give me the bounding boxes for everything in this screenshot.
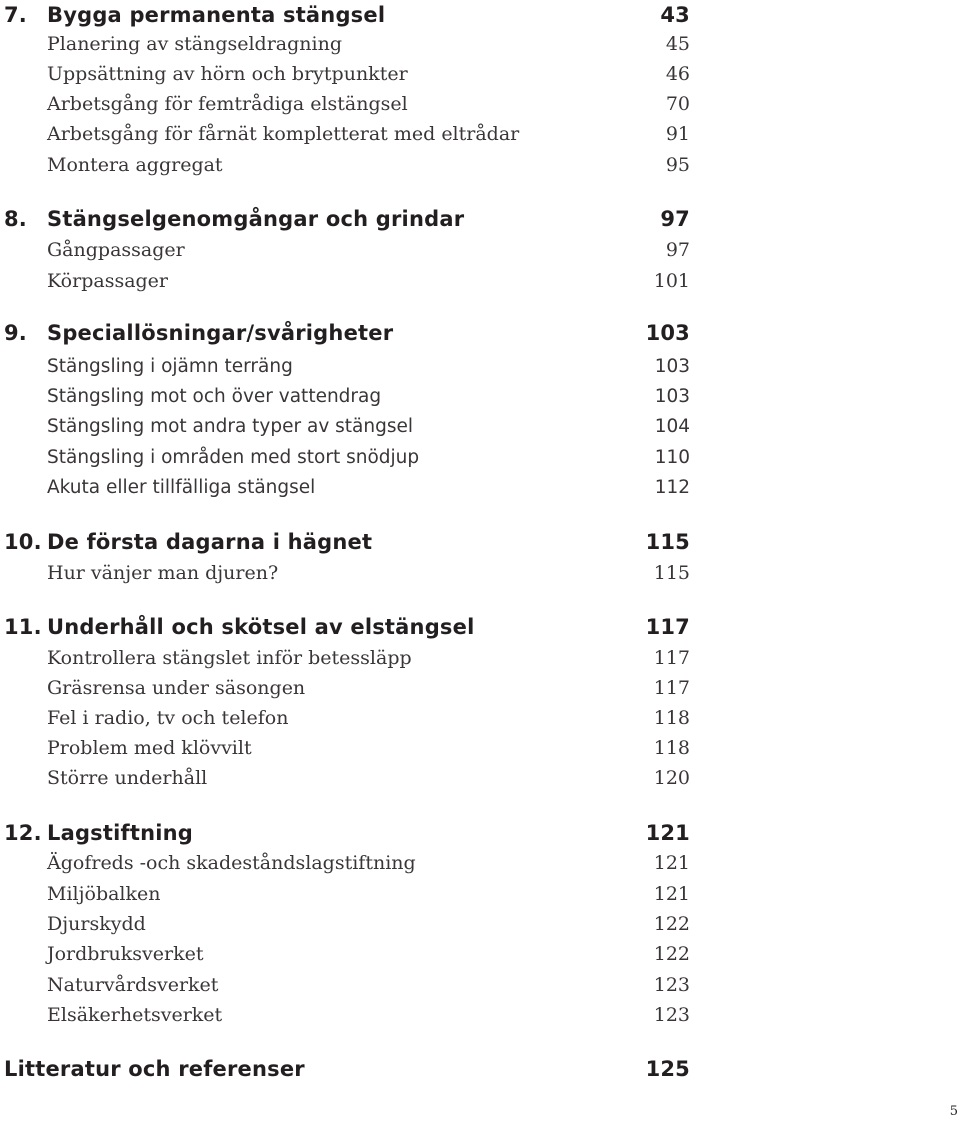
entry-title: Kontrollera stängslet inför betessläpp [47,647,412,669]
toc-entry[interactable] [0,1000,690,1030]
toc-entry[interactable] [0,352,690,382]
entry-title: Arbetsgång för fårnät kompletterat med eltrådar [47,123,520,145]
toc-entry[interactable] [0,119,690,149]
entry-page: 103 [654,386,690,407]
chapter-number: 12. [4,821,42,845]
toc-entry[interactable] [0,89,690,119]
entry-title: Körpassager [47,270,169,292]
toc-entry[interactable] [0,763,690,793]
entry-page: 91 [665,123,690,145]
toc-entry[interactable] [0,266,690,296]
toc-entry[interactable] [0,733,690,763]
chapter-page: 121 [645,821,690,845]
entry-page: 112 [654,477,690,498]
entry-title: Gräsrensa under säsongen [47,677,306,699]
toc-entry[interactable] [0,909,690,939]
toc-chapter-12[interactable] [0,818,690,848]
entry-title: Uppsättning av hörn och brytpunkter [47,63,408,85]
chapter-page: 103 [645,321,690,345]
entry-title: Stängsling i områden med stort snödjup [47,447,420,468]
toc-entry[interactable] [0,473,690,503]
entry-page: 115 [653,562,690,584]
entry-page: 121 [653,852,690,874]
toc-entry[interactable] [0,443,690,473]
toc-entry[interactable] [0,643,690,673]
toc-entry[interactable] [0,970,690,1000]
entry-page: 101 [653,270,690,292]
chapter-title: Lagstiftning [47,821,194,845]
entry-title: Gångpassager [47,239,185,261]
entry-page: 103 [654,356,690,377]
toc-entry[interactable] [0,382,690,412]
chapter-page: 43 [660,3,690,27]
toc-chapter-9[interactable] [0,318,690,348]
entry-title: Naturvårdsverket [47,974,219,996]
entry-page: 122 [653,943,690,965]
toc-entry[interactable] [0,558,690,588]
entry-title: Montera aggregat [47,154,223,176]
entry-page: 70 [665,93,690,115]
chapter-title: Underhåll och skötsel av elstängsel [47,615,475,639]
toc-chapter-11[interactable] [0,612,690,642]
toc-entry[interactable] [0,150,690,180]
entry-title: Jordbruksverket [47,943,204,965]
entry-page: 123 [653,974,690,996]
toc-entry[interactable] [0,59,690,89]
toc-literature[interactable] [0,1054,690,1084]
entry-title: Stängsling i ojämn terräng [47,356,293,377]
toc-entry[interactable] [0,939,690,969]
entry-title: Stängsling mot andra typer av stängsel [47,416,414,437]
entry-page: 110 [654,447,690,468]
entry-title: Ägofreds -och skadeståndslagstiftning [47,852,416,874]
toc-entry[interactable] [0,29,690,59]
entry-page: 118 [653,737,690,759]
entry-page: 95 [665,154,690,176]
chapter-page: 117 [645,615,690,639]
entry-page: 117 [653,647,690,669]
entry-page: 46 [665,63,690,85]
chapter-title: De första dagarna i hägnet [47,530,373,554]
entry-page: 117 [653,677,690,699]
chapter-page: 97 [660,207,690,231]
entry-title: Planering av stängseldragning [47,33,343,55]
entry-title: Djurskydd [47,913,146,935]
entry-page: 123 [653,1004,690,1026]
entry-title: Miljöbalken [47,883,161,905]
chapter-number: 8. [4,207,27,231]
page-number: 5 [949,1104,958,1119]
chapter-page: 115 [645,530,690,554]
entry-title: Akuta eller tillfälliga stängsel [47,477,316,498]
entry-page: 104 [654,416,690,437]
entry-page: 120 [653,767,690,789]
entry-title: Större underhåll [47,767,208,789]
chapter-number: 7. [4,3,27,27]
toc-entry[interactable] [0,235,690,265]
chapter-title: Speciallösningar/svårigheter [47,321,394,345]
chapter-number: 9. [4,321,27,345]
chapter-number: 11. [4,615,42,639]
entry-title: Elsäkerhetsverket [47,1004,223,1026]
literature-page: 125 [645,1057,690,1081]
chapter-title: Bygga permanenta stängsel [47,3,386,27]
entry-page: 45 [665,33,690,55]
chapter-title: Stängselgenomgångar och grindar [47,207,465,231]
entry-title: Fel i radio, tv och telefon [47,707,289,729]
entry-title: Hur vänjer man djuren? [47,562,279,584]
toc-chapter-7[interactable] [0,0,690,30]
toc-entry[interactable] [0,673,690,703]
entry-page: 121 [653,883,690,905]
entry-title: Arbetsgång för femtrådiga elstängsel [47,93,408,115]
entry-page: 97 [665,239,690,261]
toc-entry[interactable] [0,848,690,878]
entry-title: Stängsling mot och över vattendrag [47,386,382,407]
toc-entry[interactable] [0,703,690,733]
entry-page: 122 [653,913,690,935]
toc-entry[interactable] [0,879,690,909]
literature-title: Litteratur och referenser [4,1057,305,1081]
toc-chapter-10[interactable] [0,527,690,557]
entry-title: Problem med klövvilt [47,737,252,759]
toc-entry[interactable] [0,412,690,442]
chapter-number: 10. [4,530,42,554]
toc-chapter-8[interactable] [0,204,690,234]
entry-page: 118 [653,707,690,729]
